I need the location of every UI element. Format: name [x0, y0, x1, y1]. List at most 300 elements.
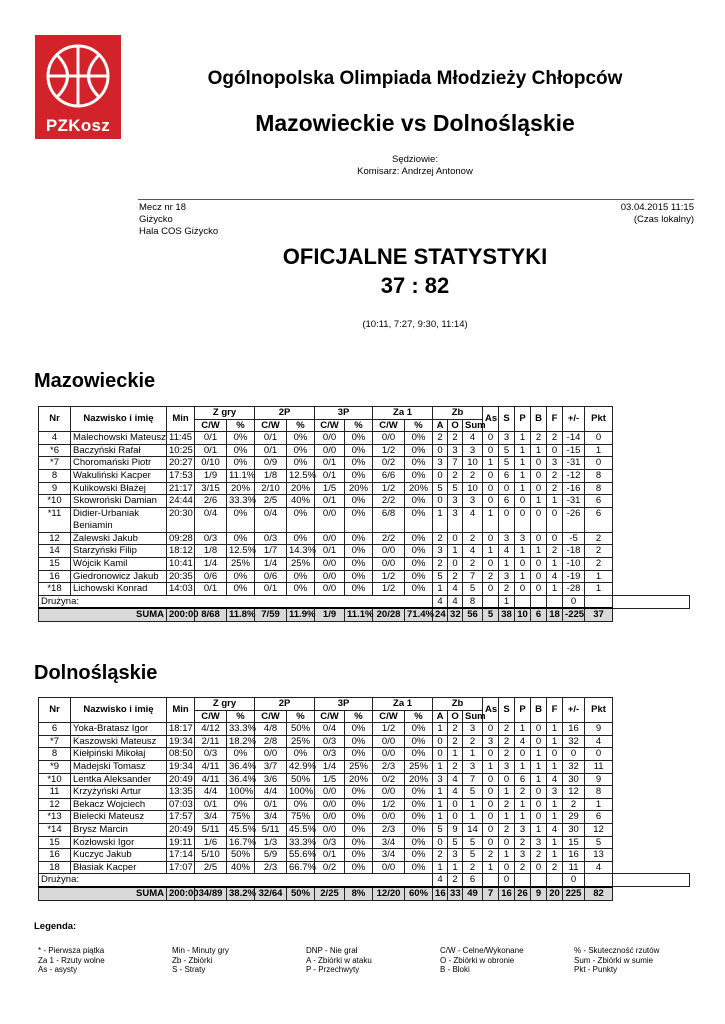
stat-cell: 0% [405, 444, 433, 457]
stat-cell: 0/3 [315, 735, 345, 748]
player-name: Kaszowski Mateusz [71, 735, 167, 748]
commissioner-label: Komisarz: Andrzej Antonow [357, 166, 473, 177]
stat-cell: 6 [39, 723, 71, 736]
stat-cell: 3/6 [255, 773, 287, 786]
stat-cell: 5/11 [195, 823, 227, 836]
sum-cell: 200:00 [167, 887, 195, 900]
stat-cell: 0 [531, 482, 547, 495]
stat-cell: 0/0 [315, 570, 345, 583]
column-header: B [531, 698, 547, 723]
logo-brand-text: PZKosz [45, 116, 111, 135]
stat-cell: 0 [515, 748, 531, 761]
column-subheader: C/W [255, 419, 287, 432]
column-subheader: % [345, 419, 373, 432]
stat-cell: 6 [585, 507, 613, 532]
final-score: 37 : 82 [380, 273, 450, 298]
stat-cell: *7 [39, 735, 71, 748]
stat-cell: 2 [448, 723, 463, 736]
stat-cell: 0 [448, 557, 463, 570]
stat-cell: 0 [531, 735, 547, 748]
stat-cell [585, 874, 613, 887]
stat-cell: 14 [39, 545, 71, 558]
sum-cell: 60% [405, 887, 433, 900]
stat-cell: *10 [39, 773, 71, 786]
legend-item: % - Skuteczność rzutów [574, 946, 660, 955]
stat-cell: 0 [483, 495, 499, 508]
stat-cell: 0% [345, 735, 373, 748]
player-row [39, 773, 690, 786]
stat-cell: 0 [547, 532, 563, 545]
stat-cell: 0% [405, 798, 433, 811]
stat-cell: 0 [483, 557, 499, 570]
player-name: Kiełpiński Mikołaj [71, 748, 167, 761]
stat-cell: 1 [433, 583, 448, 596]
player-row [39, 861, 690, 874]
sum-cell: 10 [515, 608, 531, 621]
player-row [39, 760, 690, 773]
referees-label: Sędziowie: [392, 154, 438, 165]
stat-cell: 1 [531, 545, 547, 558]
stat-cell: 6/8 [373, 507, 405, 532]
stat-cell: 1 [483, 457, 499, 470]
game-datetime: 03.04.2015 11:15 [620, 202, 694, 213]
sum-cell: 37 [585, 608, 613, 621]
team-row [39, 595, 690, 608]
stat-cell: 8 [463, 595, 483, 608]
sum-cell: 82 [585, 887, 613, 900]
stat-cell: 2 [433, 557, 448, 570]
player-row [39, 811, 690, 824]
stat-cell: 2 [547, 469, 563, 482]
stat-cell: 4 [448, 583, 463, 596]
sum-cell: 12/20 [373, 887, 405, 900]
stat-cell: 3 [433, 545, 448, 558]
stat-cell: 0% [227, 532, 255, 545]
stat-cell: 1 [463, 811, 483, 824]
stat-cell: 0 [483, 532, 499, 545]
stat-cell: 0/3 [195, 748, 227, 761]
sum-cell: 38 [499, 608, 515, 621]
stat-cell: 2 [448, 874, 463, 887]
stat-cell: 0/0 [373, 557, 405, 570]
stat-cell: 0% [345, 570, 373, 583]
stat-cell: 11 [563, 861, 585, 874]
sum-cell: 32 [448, 608, 463, 621]
stat-cell: 1/4 [315, 760, 345, 773]
sum-row [39, 608, 690, 621]
stat-cell: 4 [463, 507, 483, 532]
stat-cell: 2 [483, 570, 499, 583]
stat-cell: 0/1 [195, 583, 227, 596]
stat-cell: 0% [405, 723, 433, 736]
stat-cell: 07:03 [167, 798, 195, 811]
player-name: Bekacz Wojciech [71, 798, 167, 811]
stat-cell: 2 [483, 849, 499, 862]
stat-cell: 1 [515, 545, 531, 558]
stat-cell: 0 [585, 457, 613, 470]
stat-cell: 0/6 [195, 570, 227, 583]
stat-cell: 1 [585, 570, 613, 583]
stat-cell: -5 [563, 532, 585, 545]
column-subheader: % [405, 710, 433, 723]
stat-cell: 0/0 [315, 432, 345, 445]
stat-cell: 14 [463, 823, 483, 836]
stat-cell: 0% [287, 798, 315, 811]
column-subheader: Sum [463, 419, 483, 432]
player-row [39, 735, 690, 748]
stat-cell: 0% [405, 545, 433, 558]
stat-cell: 0% [405, 823, 433, 836]
stat-cell: 1 [499, 849, 515, 862]
stat-cell: 2 [515, 786, 531, 799]
stat-cell: 14.3% [287, 545, 315, 558]
stat-cell: 1 [515, 457, 531, 470]
player-row [39, 748, 690, 761]
stat-cell: 12 [39, 798, 71, 811]
stat-cell [531, 595, 547, 608]
column-header: P [515, 407, 531, 432]
stat-cell: 1 [515, 570, 531, 583]
stat-cell: 50% [287, 723, 315, 736]
stat-cell: 0% [287, 457, 315, 470]
stat-cell: 2 [499, 748, 515, 761]
stat-cell: 3 [463, 444, 483, 457]
stat-cell [531, 874, 547, 887]
legend-item: S - Straty [172, 965, 206, 975]
sum-cell: 18 [547, 608, 563, 621]
column-header: As [483, 698, 499, 723]
stat-cell: 2/3 [373, 823, 405, 836]
legend-item: A - Zbiórki w ataku [306, 955, 372, 965]
stat-cell: 20% [405, 482, 433, 495]
column-subheader: A [433, 710, 448, 723]
player-name: Choromański Piotr [71, 457, 167, 470]
column-header: Z gry [195, 698, 255, 711]
stat-cell: -16 [563, 482, 585, 495]
stat-cell: 0 [483, 444, 499, 457]
legend-item: DNP - Nie grał [306, 946, 358, 955]
stat-cell: 3 [499, 532, 515, 545]
stat-cell: 8 [39, 469, 71, 482]
stat-cell: 5 [499, 457, 515, 470]
player-row [39, 507, 690, 532]
column-header: 3P [315, 698, 373, 711]
stat-cell: 2/3 [255, 861, 287, 874]
stat-cell: 2 [499, 583, 515, 596]
sum-cell: 7 [483, 887, 499, 900]
stat-cell [515, 595, 531, 608]
sum-cell: 5 [483, 608, 499, 621]
stat-cell: 5 [448, 482, 463, 495]
stat-cell: 0/2 [315, 861, 345, 874]
stat-cell: 1 [448, 748, 463, 761]
stat-cell: 1/2 [373, 723, 405, 736]
stat-cell: 09:28 [167, 532, 195, 545]
stat-cell: 2 [547, 482, 563, 495]
stat-cell: 0 [448, 798, 463, 811]
stat-cell: 0% [405, 507, 433, 532]
stat-cell: -10 [563, 557, 585, 570]
stat-cell: 0% [345, 495, 373, 508]
stat-cell: 0 [563, 595, 585, 608]
stat-cell: 19:34 [167, 735, 195, 748]
player-name: Wakuliński Kacper [71, 469, 167, 482]
stat-cell: 6 [515, 773, 531, 786]
stat-cell: 3 [547, 786, 563, 799]
stat-cell: 5 [433, 570, 448, 583]
stat-cell: 1 [499, 811, 515, 824]
stat-cell: 3/7 [255, 760, 287, 773]
team2-stats-table [38, 697, 690, 901]
stat-cell: 1/5 [315, 773, 345, 786]
team-row-label: Drużyna: [39, 595, 433, 608]
stat-cell: 0 [515, 583, 531, 596]
stat-cell [613, 874, 690, 887]
stat-cell: 1 [547, 495, 563, 508]
column-header: 2P [255, 698, 315, 711]
column-subheader: % [227, 419, 255, 432]
stat-cell: 0% [345, 723, 373, 736]
stat-cell: 4 [585, 861, 613, 874]
stat-cell: 3 [499, 570, 515, 583]
column-header: 2P [255, 407, 315, 420]
stat-cell: 3 [448, 495, 463, 508]
stat-cell: 2 [463, 735, 483, 748]
player-row [39, 823, 690, 836]
player-name: Yoka-Bratasz Igor [71, 723, 167, 736]
column-header: Min [167, 407, 195, 432]
stat-cell: 20:35 [167, 570, 195, 583]
stat-cell: 1 [515, 760, 531, 773]
stat-cell: 0% [227, 507, 255, 532]
stat-cell: 25% [287, 557, 315, 570]
stat-cell: 20:30 [167, 507, 195, 532]
stat-cell: 1/4 [195, 557, 227, 570]
stat-cell: 4 [547, 570, 563, 583]
stat-cell: 8 [585, 482, 613, 495]
legend-item: P - Przechwyty [306, 965, 360, 975]
sum-cell: 7/59 [255, 608, 287, 621]
stat-cell: 0 [483, 836, 499, 849]
player-name: Malechowski Mateusz [71, 432, 167, 445]
stat-cell: 0/0 [315, 811, 345, 824]
stat-cell: 6 [499, 469, 515, 482]
stat-cell: 12 [563, 786, 585, 799]
stat-cell: 2 [499, 723, 515, 736]
stat-cell: 2/8 [255, 735, 287, 748]
player-row [39, 482, 690, 495]
stat-cell: -19 [563, 570, 585, 583]
team-row [39, 874, 690, 887]
stat-cell: 0/2 [373, 773, 405, 786]
team1-heading: Mazowieckie [34, 370, 156, 392]
stat-cell: 0 [531, 811, 547, 824]
stat-cell: 33.3% [227, 723, 255, 736]
stat-cell: 0% [345, 507, 373, 532]
stat-cell: 0% [345, 849, 373, 862]
stat-cell: 0% [345, 823, 373, 836]
sum-cell: 38.2% [227, 887, 255, 900]
stat-cell: 2 [499, 823, 515, 836]
stat-cell: *9 [39, 760, 71, 773]
stat-cell: 1 [448, 545, 463, 558]
stat-cell: 20:27 [167, 457, 195, 470]
stat-cell: 5 [448, 836, 463, 849]
stat-cell: 1 [585, 798, 613, 811]
legend-item: Sum - Zbiórki w sumie [574, 955, 654, 965]
stat-cell: 0 [433, 469, 448, 482]
column-header: As [483, 407, 499, 432]
stat-cell: 3 [463, 495, 483, 508]
stat-cell: 19:34 [167, 760, 195, 773]
stat-cell: 0 [433, 748, 448, 761]
stat-cell: 4/12 [195, 723, 227, 736]
stat-cell [483, 595, 499, 608]
stat-cell: 1/7 [255, 545, 287, 558]
stat-cell: 4/4 [255, 786, 287, 799]
stat-cell: 1/9 [195, 469, 227, 482]
legend-item: C/W - Celne/Wykonane [440, 946, 524, 955]
stat-cell: 0 [531, 570, 547, 583]
stat-cell: 4 [433, 874, 448, 887]
stat-cell: 0/0 [315, 583, 345, 596]
stat-cell: 18:12 [167, 545, 195, 558]
stat-cell [547, 595, 563, 608]
stat-cell: 0 [547, 444, 563, 457]
column-header: F [547, 407, 563, 432]
sum-label: SUMA [39, 887, 167, 900]
stat-cell: 2 [448, 735, 463, 748]
stat-cell: 0 [483, 823, 499, 836]
stat-cell: 3 [515, 532, 531, 545]
stat-cell: 4 [39, 432, 71, 445]
legend-item: Zb - Zbiórki [172, 955, 213, 965]
stat-cell: 19:11 [167, 836, 195, 849]
stat-cell: 0 [531, 798, 547, 811]
player-name: Zalewski Jakub [71, 532, 167, 545]
stat-cell: 32 [563, 760, 585, 773]
stat-cell: 6/6 [373, 469, 405, 482]
sum-label: SUMA [39, 608, 167, 621]
player-name: Bielecki Mateusz [71, 811, 167, 824]
stat-cell: 8 [39, 748, 71, 761]
stat-cell: 50% [287, 773, 315, 786]
player-row [39, 495, 690, 508]
stat-cell: 15 [39, 836, 71, 849]
stat-cell: 1 [433, 786, 448, 799]
column-subheader: C/W [195, 710, 227, 723]
stat-cell: 0/0 [315, 786, 345, 799]
stat-cell: 4 [433, 595, 448, 608]
legend-item: Za 1 - Rzuty wolne [38, 955, 105, 965]
sum-cell: 9 [531, 887, 547, 900]
legend-item: As - asysty [38, 965, 78, 975]
stat-cell: 0% [345, 469, 373, 482]
stat-cell: 2/6 [195, 495, 227, 508]
column-header: Nazwisko i imię [71, 407, 167, 432]
stat-cell: 4 [448, 595, 463, 608]
stat-cell: 0% [345, 457, 373, 470]
stat-cell: 25% [405, 760, 433, 773]
stat-cell: 0/0 [315, 507, 345, 532]
player-row [39, 798, 690, 811]
legend-item: O - Zbiórki w obronie [440, 955, 515, 965]
stat-cell: 10:41 [167, 557, 195, 570]
stat-cell: 2/10 [255, 482, 287, 495]
sum-cell: -225 [563, 608, 585, 621]
stat-cell: 2 [531, 849, 547, 862]
stat-cell: 2 [531, 432, 547, 445]
stat-cell: 5 [499, 444, 515, 457]
stat-cell: 0 [531, 469, 547, 482]
column-header: Za 1 [373, 698, 433, 711]
stat-cell: 1 [531, 748, 547, 761]
stat-cell: 5 [463, 836, 483, 849]
stat-cell: 0% [405, 786, 433, 799]
stat-cell: 0/1 [255, 444, 287, 457]
stat-cell: 0 [585, 748, 613, 761]
stat-cell: -31 [563, 495, 585, 508]
stat-cell: 0 [433, 836, 448, 849]
stat-cell: 9 [448, 823, 463, 836]
stat-cell: 0 [531, 723, 547, 736]
sum-cell: 20 [547, 887, 563, 900]
stat-cell: 0 [531, 532, 547, 545]
sum-cell: 16 [499, 887, 515, 900]
stat-cell: 3 [483, 735, 499, 748]
legend-item: B - Bloki [440, 965, 470, 975]
column-header: Pkt [585, 698, 613, 723]
stat-cell: 0/0 [373, 735, 405, 748]
stat-cell: 8 [585, 469, 613, 482]
stat-cell: 0% [405, 532, 433, 545]
column-header: S [499, 698, 515, 723]
stat-cell: 5/10 [195, 849, 227, 862]
stat-cell: 1 [547, 557, 563, 570]
stat-cell: 0% [287, 444, 315, 457]
sum-cell: 225 [563, 887, 585, 900]
stat-cell: 1 [547, 836, 563, 849]
legend-item: * - Pierwsza piątka [38, 946, 105, 955]
stat-cell: 12.5% [287, 469, 315, 482]
stat-cell: 0 [531, 583, 547, 596]
stat-cell: 45.5% [287, 823, 315, 836]
team2-heading: Dolnośląskie [34, 662, 158, 684]
stat-cell: *13 [39, 811, 71, 824]
stat-cell: 1 [515, 469, 531, 482]
player-name: Błasiak Kacper [71, 861, 167, 874]
stat-cell: 1/2 [373, 570, 405, 583]
player-name: Kulikowski Błażej [71, 482, 167, 495]
player-row [39, 583, 690, 596]
column-subheader: C/W [315, 710, 345, 723]
stat-cell: 1 [448, 861, 463, 874]
stat-cell: 4/4 [195, 786, 227, 799]
stat-cell: 3 [448, 507, 463, 532]
legend-item: Pkt - Punkty [574, 965, 618, 975]
stat-cell: 3/15 [195, 482, 227, 495]
stat-cell: 1 [483, 861, 499, 874]
stat-cell [585, 595, 613, 608]
stat-cell: 0/3 [315, 748, 345, 761]
stat-cell: 1 [531, 495, 547, 508]
stat-cell: 0/0 [373, 861, 405, 874]
stat-cell: 2 [463, 861, 483, 874]
timezone-note: (Czas lokalny) [633, 214, 694, 225]
stat-cell: 0 [483, 811, 499, 824]
stat-cell: 0% [405, 583, 433, 596]
stat-cell: 0/6 [255, 570, 287, 583]
